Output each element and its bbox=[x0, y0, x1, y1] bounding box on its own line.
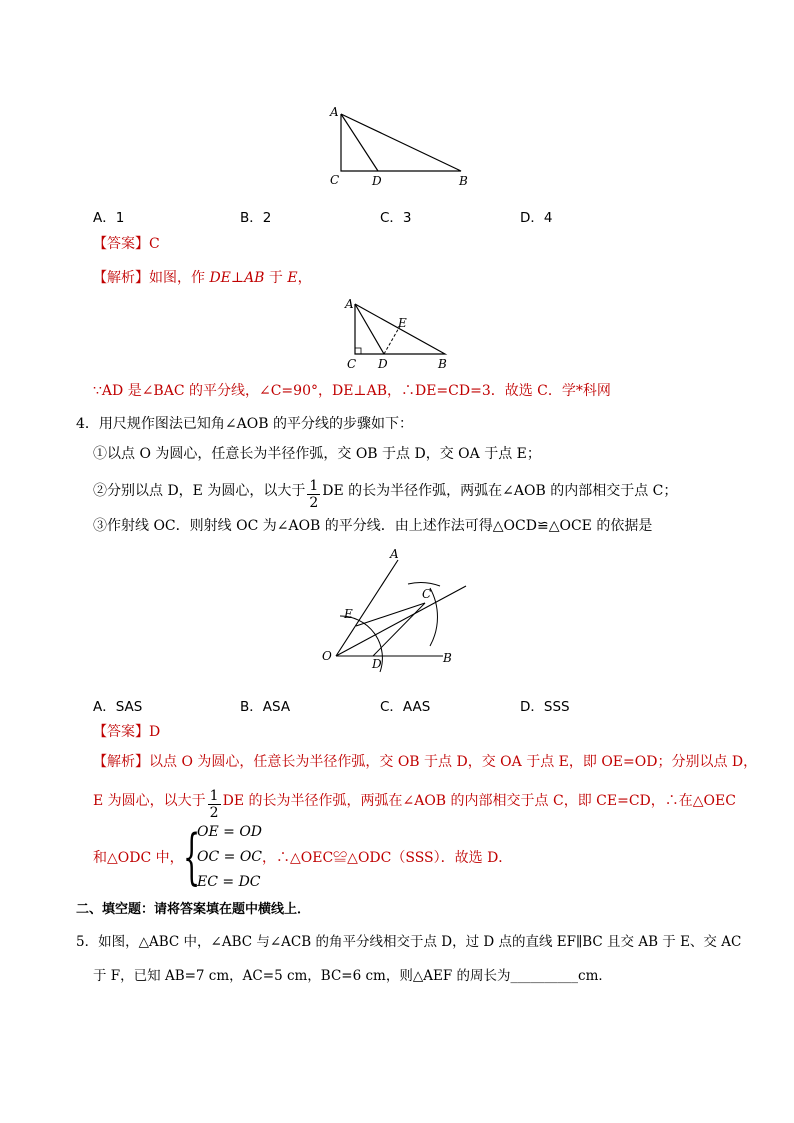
q4-analysis-conclusion: ，∴△OEC≌△ODC（SSS）．故选 D． bbox=[262, 850, 513, 866]
label-b: B bbox=[438, 357, 447, 371]
option-b: B．2 bbox=[240, 210, 272, 226]
analysis-point: E bbox=[287, 270, 298, 286]
section-heading: 二、填空题：请将答案填在题中横线上． bbox=[76, 902, 311, 917]
fraction-half bbox=[208, 788, 221, 821]
analysis-tag: 【解析】 bbox=[93, 270, 149, 286]
equation-system bbox=[183, 822, 263, 892]
option-a: A．SAS bbox=[93, 699, 143, 715]
analysis-text-mid: 于 bbox=[264, 270, 288, 286]
label-a: A bbox=[330, 105, 339, 119]
step2-text: ②分别以点 D，E 为圆心，以大于 bbox=[93, 483, 306, 499]
q3-analysis bbox=[93, 268, 312, 288]
option-c: C．3 bbox=[380, 210, 412, 226]
option-a: A．1 bbox=[93, 210, 125, 226]
label-d: D bbox=[372, 657, 382, 671]
option-c: C．AAS bbox=[380, 699, 431, 715]
frac-num: 1 bbox=[209, 788, 219, 804]
system-brace: { bbox=[183, 822, 201, 892]
figure-triangle-abc bbox=[326, 104, 476, 190]
q4-analysis-line2 bbox=[93, 788, 736, 821]
analysis-text: 以点 O 为圆心，任意长为半径作弧，交 OB 于点 D，交 OA 于点 E，即 OE=OD；分别以点 D， bbox=[149, 754, 758, 770]
answer-value: C bbox=[149, 236, 160, 252]
figure-triangle-de bbox=[340, 296, 460, 372]
q3-answer bbox=[93, 234, 160, 254]
fraction-half bbox=[307, 478, 320, 511]
q3-reason: ∵AD 是∠BAC 的平分线，∠C=90°，DE⊥AB，∴DE=CD=3．故选 C．学*科网 bbox=[93, 383, 611, 399]
analysis-text-end: ， bbox=[297, 270, 312, 286]
label-d: D bbox=[378, 357, 388, 371]
label-e: E bbox=[398, 316, 407, 330]
frac-num: 1 bbox=[309, 478, 319, 494]
q4-answer bbox=[93, 722, 160, 742]
answer-tag: 【答案】 bbox=[93, 236, 149, 252]
q5-line2: 于 F，已知 AB=7 cm，AC=5 cm，BC=6 cm，则△AEF 的周长为__________cm． bbox=[93, 968, 612, 984]
label-o: O bbox=[322, 649, 332, 663]
label-d: D bbox=[372, 174, 382, 188]
q4-analysis-line1 bbox=[93, 752, 757, 772]
answer-value: D bbox=[149, 724, 161, 740]
analysis-text-post: DE 的长为半径作弧，两弧在∠AOB 的内部相交于点 C，即 CE=CD，∴在△OEC bbox=[222, 793, 736, 809]
frac-den: 2 bbox=[209, 805, 219, 821]
label-c: C bbox=[330, 173, 340, 187]
label-a: A bbox=[390, 547, 399, 561]
analysis-text: 和△ODC 中， bbox=[93, 850, 184, 866]
analysis-expr: DE⊥AB bbox=[209, 270, 265, 286]
analysis-text: E 为圆心，以大于 bbox=[93, 793, 206, 809]
q4-step1: ①以点 O 为圆心，任意长为半径作弧，交 OB 于点 D，交 OA 于点 E； bbox=[93, 446, 541, 462]
option-d: D．4 bbox=[520, 210, 553, 226]
label-a: A bbox=[345, 297, 354, 311]
q4-step2 bbox=[93, 478, 677, 511]
label-c: C bbox=[422, 587, 432, 601]
figure-angle-bisector bbox=[318, 546, 476, 674]
option-b: B．ASA bbox=[240, 699, 291, 715]
label-b: B bbox=[443, 651, 452, 665]
step2-text-post: DE 的长为半径作弧，两弧在∠AOB 的内部相交于点 C； bbox=[322, 483, 678, 499]
q4-analysis-line3 bbox=[93, 848, 184, 868]
eq-2: OC = OC bbox=[197, 849, 263, 865]
analysis-tag: 【解析】 bbox=[93, 754, 149, 770]
eq-3: EC = DC bbox=[197, 874, 261, 890]
q5-line1: 5．如图，△ABC 中，∠ABC 与∠ACB 的角平分线相交于点 D，过 D 点的直线 EF∥BC 且交 AB 于 E、交 AC bbox=[76, 934, 742, 950]
q4-stem: 4．用尺规作图法已知角∠AOB 的平分线的步骤如下： bbox=[76, 416, 413, 432]
frac-den: 2 bbox=[309, 495, 319, 511]
answer-tag: 【答案】 bbox=[93, 724, 149, 740]
analysis-text: 如图，作 bbox=[149, 270, 210, 286]
option-d: D．SSS bbox=[520, 699, 570, 715]
label-e: E bbox=[344, 607, 353, 621]
label-b: B bbox=[459, 174, 468, 188]
q4-step3: ③作射线 OC．则射线 OC 为∠AOB 的平分线．由上述作法可得△OCD≌△OCE 的依据是 bbox=[93, 518, 653, 534]
eq-1: OE = OD bbox=[197, 824, 263, 840]
label-c: C bbox=[347, 357, 357, 371]
